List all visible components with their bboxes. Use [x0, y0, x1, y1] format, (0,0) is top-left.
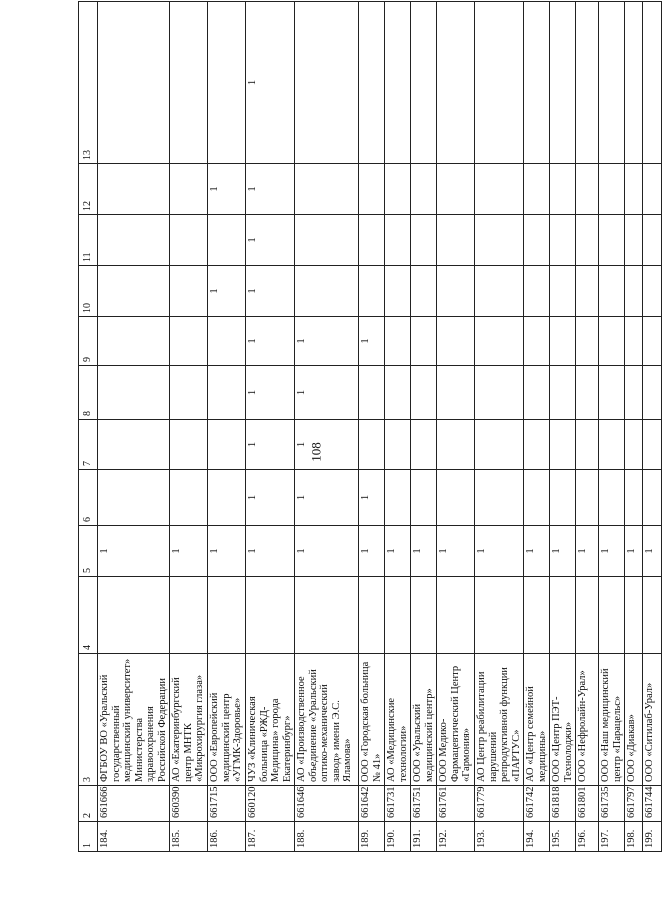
col-12-cell: [550, 164, 576, 215]
col-6-cell: [625, 470, 643, 526]
col-13-cell: [437, 2, 475, 164]
col-4-cell: [475, 577, 524, 654]
col-12-cell: [576, 164, 599, 215]
col-9-cell: [524, 317, 550, 366]
table-row: [437, 2, 475, 852]
table-row: [550, 2, 576, 852]
code-cell: 661731: [385, 786, 411, 822]
col-11-cell: [359, 215, 385, 266]
code-cell: 661761: [437, 786, 475, 822]
col-11-cell: [576, 215, 599, 266]
col-13-cell: [98, 2, 170, 164]
row-number-cell: 187.: [246, 822, 295, 852]
row-number-cell: 196.: [576, 822, 599, 852]
col-4-cell: [170, 577, 208, 654]
col-10-cell: [411, 266, 437, 317]
col-7-cell: [208, 420, 246, 470]
col-10-cell: [550, 266, 576, 317]
col-5-cell: 1: [550, 526, 576, 577]
column-header-2: 2: [79, 786, 98, 822]
column-header-12: 12: [79, 164, 98, 215]
row-number-cell: 188.: [295, 822, 359, 852]
table-row: [208, 2, 246, 852]
code-cell: 661818: [550, 786, 576, 822]
code-cell: 661642: [359, 786, 385, 822]
row-number-cell: 195.: [550, 822, 576, 852]
col-12-cell: [295, 164, 359, 215]
organization-name-cell: АО «Екатеринбургский центр МНТК «Микрохирургия глаза»: [170, 654, 208, 786]
col-10-cell: [98, 266, 170, 317]
code-cell: 661779: [475, 786, 524, 822]
col-7-cell: [550, 420, 576, 470]
code-cell: 661797: [625, 786, 643, 822]
col-4-cell: [625, 577, 643, 654]
organization-name-cell: ООО «Нефролайн-Урал»: [576, 654, 599, 786]
col-8-cell: [170, 366, 208, 420]
col-11-cell: 1: [246, 215, 295, 266]
col-5-cell: 1: [385, 526, 411, 577]
organization-name-cell: ООО «Центр ПЭТ-Технолоджи»: [550, 654, 576, 786]
column-header-13: 13: [79, 2, 98, 164]
organization-name-cell: ФГБОУ ВО «Уральский государственный медицинский университет» Министерства здравоохранения Российской Федерации: [98, 654, 170, 786]
col-9-cell: [411, 317, 437, 366]
organization-name-cell: ООО «Наш медицинский центр «Парацельс»: [599, 654, 625, 786]
col-5-cell: 1: [170, 526, 208, 577]
table-row: [295, 2, 359, 852]
col-11-cell: [208, 215, 246, 266]
code-cell: 661751: [411, 786, 437, 822]
col-4-cell: [295, 577, 359, 654]
col-8-cell: [411, 366, 437, 420]
col-5-cell: 1: [246, 526, 295, 577]
col-4-cell: [411, 577, 437, 654]
col-7-cell: 1: [295, 420, 359, 470]
col-7-cell: [411, 420, 437, 470]
col-13-cell: [576, 2, 599, 164]
table-row: [385, 2, 411, 852]
column-header-3: 3: [79, 654, 98, 786]
table-row: [625, 2, 643, 852]
column-header-7: 7: [79, 420, 98, 470]
col-6-cell: [599, 470, 625, 526]
col-4-cell: [437, 577, 475, 654]
col-13-cell: [643, 2, 662, 164]
code-cell: 661801: [576, 786, 599, 822]
col-8-cell: 1: [246, 366, 295, 420]
col-9-cell: [98, 317, 170, 366]
col-13-cell: [359, 2, 385, 164]
col-6-cell: [98, 470, 170, 526]
code-cell: 660120: [246, 786, 295, 822]
col-6-cell: [643, 470, 662, 526]
col-9-cell: 1: [295, 317, 359, 366]
col-12-cell: [411, 164, 437, 215]
col-6-cell: [550, 470, 576, 526]
col-7-cell: [524, 420, 550, 470]
col-11-cell: [625, 215, 643, 266]
col-7-cell: [170, 420, 208, 470]
organization-name-cell: ЧУЗ «Клиническая больница «РЖД-Медицина» города Екатеринбург»: [246, 654, 295, 786]
table-row: [599, 2, 625, 852]
col-11-cell: [295, 215, 359, 266]
col-9-cell: [576, 317, 599, 366]
col-4-cell: [208, 577, 246, 654]
col-12-cell: [359, 164, 385, 215]
col-11-cell: [385, 215, 411, 266]
col-7-cell: [599, 420, 625, 470]
col-8-cell: [359, 366, 385, 420]
row-number-cell: 192.: [437, 822, 475, 852]
col-11-cell: [411, 215, 437, 266]
col-12-cell: [170, 164, 208, 215]
col-12-cell: 1: [208, 164, 246, 215]
organization-name-cell: ООО «Диакав»: [625, 654, 643, 786]
column-header-9: 9: [79, 317, 98, 366]
col-8-cell: [475, 366, 524, 420]
col-5-cell: 1: [475, 526, 524, 577]
row-number-cell: 193.: [475, 822, 524, 852]
col-11-cell: [550, 215, 576, 266]
col-9-cell: [437, 317, 475, 366]
organization-name-cell: ООО «Европейский медицинский центр «УГМК-Здоровье»: [208, 654, 246, 786]
col-4-cell: [643, 577, 662, 654]
col-7-cell: [625, 420, 643, 470]
col-7-cell: [576, 420, 599, 470]
col-12-cell: [524, 164, 550, 215]
col-8-cell: [437, 366, 475, 420]
col-6-cell: [576, 470, 599, 526]
organization-name-cell: АО «Производственное объединение «Уральский оптико-механический завод» имени Э.С. Яламова»: [295, 654, 359, 786]
organization-name-cell: АО Центр реабилитации нарушений репродуктивной функции «ПАРТУС»: [475, 654, 524, 786]
col-12-cell: [625, 164, 643, 215]
col-10-cell: [385, 266, 411, 317]
col-6-cell: [208, 470, 246, 526]
col-7-cell: [437, 420, 475, 470]
col-9-cell: [170, 317, 208, 366]
row-number-cell: 194.: [524, 822, 550, 852]
table-row: [524, 2, 550, 852]
col-10-cell: 1: [208, 266, 246, 317]
organization-name-cell: ООО Медико-Фармацевтический Центр «Гармония»: [437, 654, 475, 786]
row-number-cell: 189.: [359, 822, 385, 852]
column-header-10: 10: [79, 266, 98, 317]
col-8-cell: [576, 366, 599, 420]
col-11-cell: [599, 215, 625, 266]
code-cell: 661646: [295, 786, 359, 822]
col-10-cell: [599, 266, 625, 317]
col-8-cell: [625, 366, 643, 420]
col-13-cell: [208, 2, 246, 164]
code-cell: 661715: [208, 786, 246, 822]
col-8-cell: [550, 366, 576, 420]
col-12-cell: [385, 164, 411, 215]
organization-name-cell: ООО «Городская больница № 41»: [359, 654, 385, 786]
col-8-cell: [643, 366, 662, 420]
table-row: [359, 2, 385, 852]
col-6-cell: [475, 470, 524, 526]
row-number-cell: 197.: [599, 822, 625, 852]
col-13-cell: [170, 2, 208, 164]
col-10-cell: [643, 266, 662, 317]
code-cell: 661742: [524, 786, 550, 822]
col-10-cell: 1: [246, 266, 295, 317]
col-6-cell: [385, 470, 411, 526]
col-7-cell: [98, 420, 170, 470]
header-row: [79, 2, 98, 852]
col-13-cell: [295, 2, 359, 164]
col-12-cell: [437, 164, 475, 215]
col-9-cell: 1: [246, 317, 295, 366]
col-10-cell: [295, 266, 359, 317]
table-row: [643, 2, 662, 852]
col-5-cell: 1: [411, 526, 437, 577]
col-13-cell: [599, 2, 625, 164]
col-7-cell: 1: [246, 420, 295, 470]
col-12-cell: [475, 164, 524, 215]
column-header-6: 6: [79, 470, 98, 526]
col-4-cell: [246, 577, 295, 654]
organization-name-cell: АО «Центр семейной медицины»: [524, 654, 550, 786]
col-6-cell: 1: [246, 470, 295, 526]
table-row: [246, 2, 295, 852]
table-row: [170, 2, 208, 852]
col-11-cell: [524, 215, 550, 266]
column-header-11: 11: [79, 215, 98, 266]
col-12-cell: [599, 164, 625, 215]
col-4-cell: [359, 577, 385, 654]
col-6-cell: [437, 470, 475, 526]
col-12-cell: 1: [246, 164, 295, 215]
col-7-cell: [475, 420, 524, 470]
col-4-cell: [550, 577, 576, 654]
col-6-cell: [411, 470, 437, 526]
col-8-cell: [98, 366, 170, 420]
col-13-cell: [385, 2, 411, 164]
col-6-cell: 1: [295, 470, 359, 526]
col-13-cell: [524, 2, 550, 164]
col-8-cell: [208, 366, 246, 420]
col-8-cell: 1: [295, 366, 359, 420]
organization-name-cell: ООО «Ситилаб-Урал»: [643, 654, 662, 786]
col-9-cell: [599, 317, 625, 366]
col-11-cell: [437, 215, 475, 266]
row-number-cell: 190.: [385, 822, 411, 852]
column-header-1: 1: [79, 822, 98, 852]
row-number-cell: 184.: [98, 822, 170, 852]
col-9-cell: [550, 317, 576, 366]
col-9-cell: [385, 317, 411, 366]
col-9-cell: [625, 317, 643, 366]
col-5-cell: 1: [576, 526, 599, 577]
col-10-cell: [359, 266, 385, 317]
code-cell: 661744: [643, 786, 662, 822]
col-13-cell: [411, 2, 437, 164]
row-number-cell: 191.: [411, 822, 437, 852]
col-5-cell: 1: [295, 526, 359, 577]
col-5-cell: 1: [643, 526, 662, 577]
organization-name-cell: АО «Медицинские технологии»: [385, 654, 411, 786]
row-number-cell: 199.: [643, 822, 662, 852]
col-6-cell: [524, 470, 550, 526]
col-6-cell: [170, 470, 208, 526]
col-9-cell: [643, 317, 662, 366]
column-header-4: 4: [79, 577, 98, 654]
col-5-cell: 1: [437, 526, 475, 577]
table-row: [98, 2, 170, 852]
col-10-cell: [625, 266, 643, 317]
table-row: [475, 2, 524, 852]
code-cell: 660390: [170, 786, 208, 822]
table-container: [78, 52, 655, 852]
col-13-cell: [550, 2, 576, 164]
col-13-cell: [475, 2, 524, 164]
col-4-cell: [576, 577, 599, 654]
col-8-cell: [385, 366, 411, 420]
col-10-cell: [475, 266, 524, 317]
col-5-cell: 1: [98, 526, 170, 577]
col-8-cell: [524, 366, 550, 420]
table-row: [411, 2, 437, 852]
col-10-cell: [576, 266, 599, 317]
col-11-cell: [98, 215, 170, 266]
col-11-cell: [643, 215, 662, 266]
col-4-cell: [524, 577, 550, 654]
col-4-cell: [385, 577, 411, 654]
col-12-cell: [98, 164, 170, 215]
col-9-cell: 1: [359, 317, 385, 366]
col-6-cell: 1: [359, 470, 385, 526]
col-4-cell: [599, 577, 625, 654]
col-5-cell: 1: [208, 526, 246, 577]
row-number-cell: 198.: [625, 822, 643, 852]
data-table: [78, 1, 662, 852]
col-5-cell: 1: [524, 526, 550, 577]
col-5-cell: 1: [599, 526, 625, 577]
col-5-cell: 1: [359, 526, 385, 577]
table-row: [576, 2, 599, 852]
col-9-cell: [475, 317, 524, 366]
col-5-cell: 1: [625, 526, 643, 577]
col-8-cell: [599, 366, 625, 420]
column-header-8: 8: [79, 366, 98, 420]
col-9-cell: [208, 317, 246, 366]
col-10-cell: [524, 266, 550, 317]
column-header-5: 5: [79, 526, 98, 577]
code-cell: 661666: [98, 786, 170, 822]
col-11-cell: [475, 215, 524, 266]
page-number: 108: [308, 442, 324, 462]
col-12-cell: [643, 164, 662, 215]
col-7-cell: [385, 420, 411, 470]
col-13-cell: 1: [246, 2, 295, 164]
code-cell: 661735: [599, 786, 625, 822]
col-10-cell: [170, 266, 208, 317]
col-7-cell: [359, 420, 385, 470]
row-number-cell: 185.: [170, 822, 208, 852]
col-10-cell: [437, 266, 475, 317]
col-7-cell: [643, 420, 662, 470]
col-4-cell: [98, 577, 170, 654]
col-11-cell: [170, 215, 208, 266]
row-number-cell: 186.: [208, 822, 246, 852]
organization-name-cell: ООО «Уральский медицинский центр»: [411, 654, 437, 786]
col-13-cell: [625, 2, 643, 164]
